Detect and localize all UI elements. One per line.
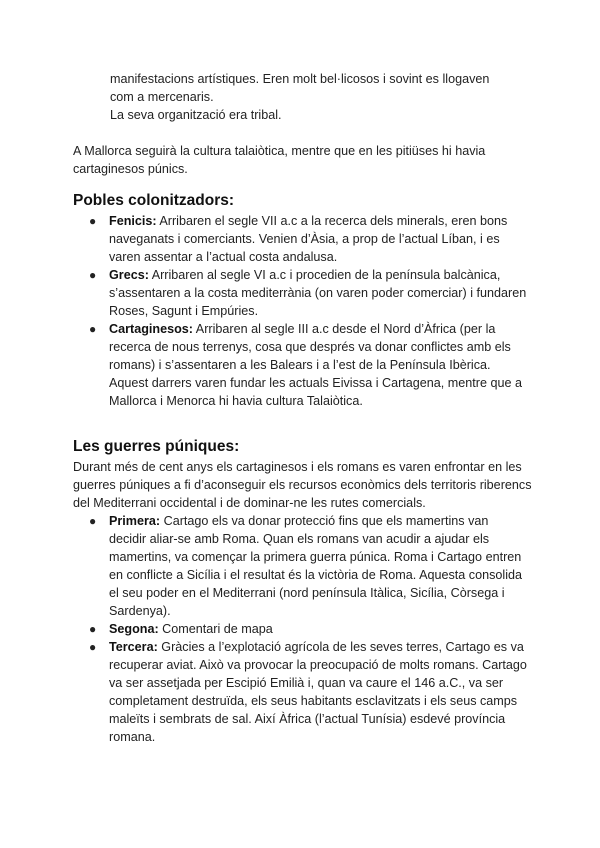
bullet-icon: ● [89, 322, 97, 336]
text-tercera: Gràcies a l’explotació agrícola de les seves terres, Cartago es va recuperar aviat. Això va provocar la preocupació de molts romans. Cartago va ser assetjada per Escipió Emilià i, quan va caure el 146 a.C., va ser completament destruïda, els seus habitants esclavitzats i els seus camps maleïts i sembrats de sal. Així Àfrica (l’actual Tunísia) esdevé província romana. [109, 640, 527, 744]
intro-line-2: com a mercenaris. [110, 90, 214, 104]
list-item-segona [73, 620, 528, 638]
bullet-icon: ● [89, 640, 97, 654]
heading-guerres-puniques: Les guerres púniques: [73, 438, 240, 455]
mallorca-paragraph: A Mallorca seguirà la cultura talaiòtica, mentre que en les pitiüses hi havia cartaginesos púnics. [73, 144, 486, 176]
list-item-grecs [73, 266, 528, 320]
guerres-intro-paragraph: Durant més de cent anys els cartaginesos i els romans es varen enfrontar en les guerres púniques a fi d’aconseguir els recursos econòmics dels territoris riberencs del Mediterrani occidental i de dominar-ne les rutes comercials. [73, 460, 532, 510]
text-fenicis: Arribaren el segle VII a.c a la recerca dels minerals, eren bons naveganats i comerciants. Venien d’Àsia, a prop de l’actual Líban, i es varen assentar a l’actual costa andalusa. [109, 214, 508, 264]
term-cartaginesos: Cartaginesos: [109, 322, 193, 336]
colonitzadors-list [73, 212, 528, 410]
text-segona: Comentari de mapa [158, 622, 273, 636]
bullet-icon: ● [89, 514, 97, 528]
bullet-icon: ● [89, 214, 97, 228]
intro-line-3: La seva organització era tribal. [110, 108, 282, 122]
list-item-cartaginesos [73, 320, 528, 410]
guerres-list [73, 512, 528, 746]
list-item-primera [73, 512, 528, 620]
term-grecs: Grecs: [109, 268, 149, 282]
text-primera: Cartago els va donar protecció fins que els mamertins van decidir aliar-se amb Roma. Quan els romans van acudir a ajudar els mamertins, va començar la primera guerra púnica. Roma i Cartago entren en conflicte a Sicília i el resultat és la victòria de Roma. Aquesta consolida el seu poder en el Mediterrani (nord península Itàlica, Sicília, Còrsega i Sardenya). [109, 514, 523, 618]
term-tercera: Tercera: [109, 640, 158, 654]
bullet-icon: ● [89, 268, 97, 282]
text-cartaginesos: Arribaren al segle III a.c desde el Nord d’Àfrica (per la recerca de nous terrenys, cosa que després va donar conflictes amb els romans) i s’assentaren a les Balears i a l’est de la Península Ibèrica. Aquest darrers varen fundar les actuals Eivissa i Cartagena, mentre que a Mallorca i Menorca hi havia cultura Talaiòtica. [109, 322, 523, 408]
heading-pobles-colonitzadors: Pobles colonitzadors: [73, 192, 235, 209]
term-fenicis: Fenicis: [109, 214, 157, 228]
text-grecs: Arribaren al segle VI a.c i procedien de la península balcànica, s’assentaren a la costa mediterrània (on varen poder comerciar) i fundaren Roses, Sagunt i Empúries. [109, 268, 527, 318]
term-segona: Segona: [109, 622, 159, 636]
list-item-tercera [73, 638, 528, 746]
list-item-fenicis [73, 212, 528, 266]
bullet-icon: ● [89, 622, 97, 636]
intro-line-1: manifestacions artístiques. Eren molt bel·licosos i sovint es llogaven [110, 72, 490, 86]
term-primera: Primera: [109, 514, 161, 528]
